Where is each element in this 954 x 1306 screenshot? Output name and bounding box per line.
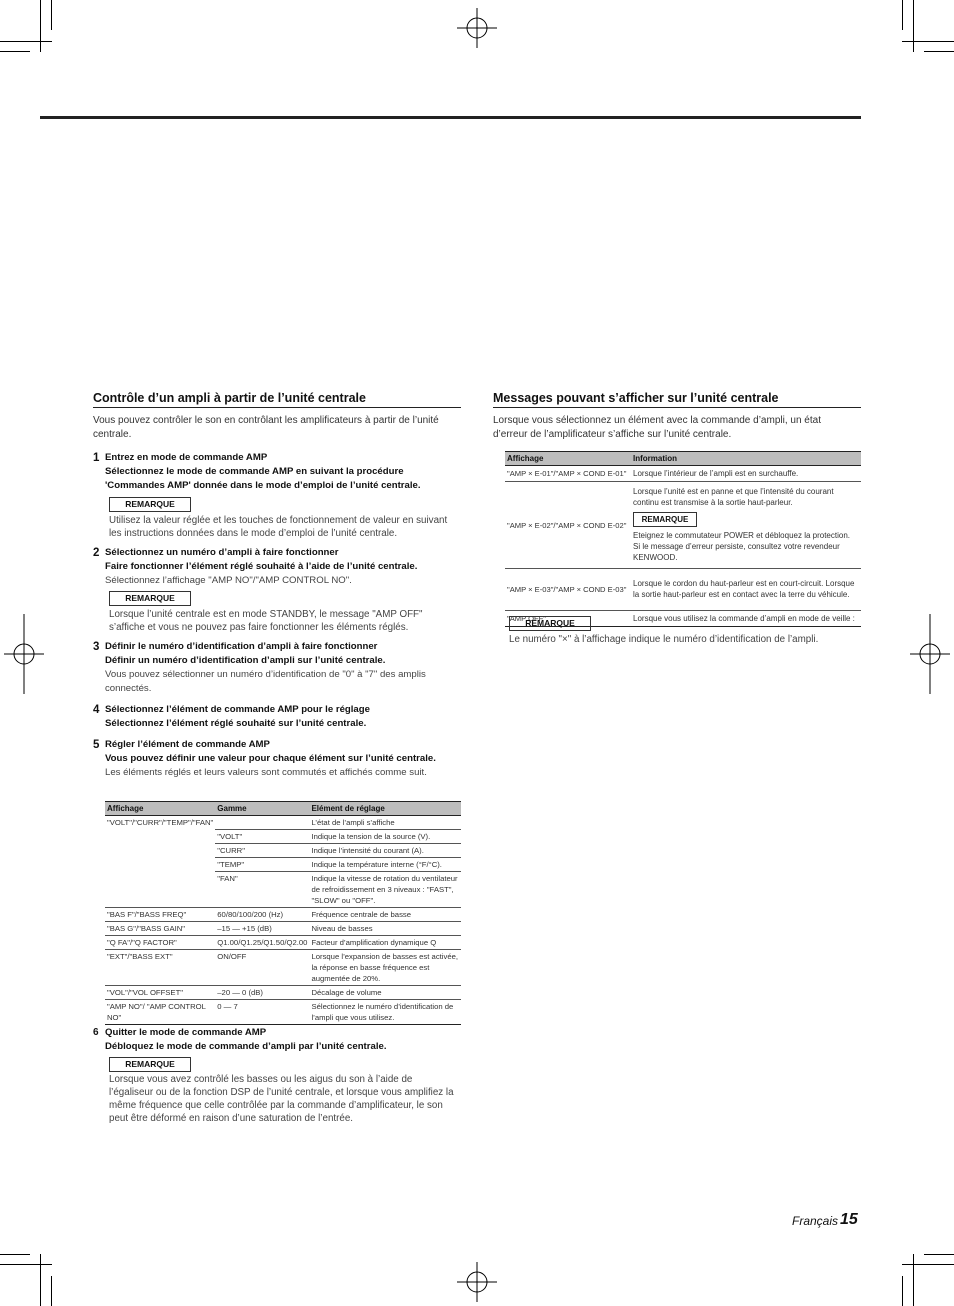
table-row [105, 950, 461, 986]
step-5 [93, 738, 455, 780]
table-cell: "CURR" [215, 844, 309, 858]
table-cell [105, 844, 215, 858]
crop-mark [40, 1254, 41, 1306]
table-row [105, 1000, 461, 1025]
table-cell [631, 482, 861, 569]
step-bold-text: Faire fonctionner l’élément réglé souhaité à l’aide de l’unité centrale. [105, 561, 418, 572]
registration-target-icon [457, 8, 497, 48]
table-cell: Facteur d’amplification dynamique Q [309, 936, 461, 950]
table-row [105, 908, 461, 922]
crop-mark [924, 1254, 954, 1255]
footer-language: Français [792, 1214, 839, 1228]
registration-target-icon [457, 1262, 497, 1302]
table-cell [215, 816, 309, 830]
left-intro: Vous pouvez contrôler le son en contrôlant les amplificateurs à partir de l’unité centrale. [93, 415, 439, 440]
page-number: 15 [840, 1211, 858, 1228]
table-header: Gamme [215, 802, 309, 816]
table-cell: "VOLT" [215, 830, 309, 844]
table-header: Affichage [505, 452, 631, 466]
info-note: Eteignez le commutateur POWER et débloquez la protection. Si le message d’erreur persiste, consultez votre revendeur KENWOOD. [633, 531, 850, 562]
table-cell: "BAS F"/"BASS FREQ" [105, 908, 215, 922]
right-section-title: Messages pouvant s’afficher sur l’unité centrale [493, 391, 861, 408]
table-header: Information [631, 452, 861, 466]
table-cell: "FAN" [215, 872, 309, 908]
table-cell: "AMP × E-03"/"AMP × COND E-03" [505, 569, 631, 611]
table-header: Elément de réglage [309, 802, 461, 816]
table-cell [105, 830, 215, 844]
step-number: 6 [93, 1027, 99, 1038]
right-intro: Lorsque vous sélectionnez un élément avec la commande d’ampli, un état d’erreur de l’amplificateur s’affiche sur l’unité centrale. [493, 415, 821, 440]
table-header-row [105, 802, 461, 816]
table-cell: Indique l’intensité du courant (A). [309, 844, 461, 858]
table-cell: "VOLT"/"CURR"/"TEMP"/"FAN" [107, 818, 214, 827]
table-row [105, 936, 461, 950]
crop-mark [924, 51, 954, 52]
crop-mark [902, 41, 954, 42]
crop-mark [902, 1264, 954, 1265]
step-4 [93, 703, 455, 731]
table-row [505, 482, 861, 569]
step-2 [93, 546, 455, 588]
header-rule [40, 116, 861, 119]
table-cell: "VOL"/"VOL OFFSET" [105, 986, 215, 1000]
crop-mark [913, 1254, 914, 1306]
step-title: Sélectionnez un numéro d’ampli à faire fonctionner [105, 547, 339, 558]
table-cell: Indique la tension de la source (V). [309, 830, 461, 844]
table-row [105, 858, 461, 872]
step-bold-text: Sélectionnez l’élément réglé souhaité sur l’unité centrale. [105, 718, 367, 729]
crop-mark [40, 0, 41, 52]
table-header-row [505, 452, 861, 466]
table-cell: –20 — 0 (dB) [215, 986, 309, 1000]
crop-mark [902, 1276, 903, 1306]
step-number: 4 [93, 704, 100, 716]
table-row [105, 922, 461, 936]
table-row [105, 816, 461, 830]
step-sub-text: Sélectionnez l’affichage "AMP NO"/"AMP CONTROL NO". [105, 575, 352, 586]
remarque-label: REMARQUE [509, 616, 591, 631]
amp-settings-table [105, 801, 461, 1025]
table-cell: ON/OFF [215, 950, 309, 986]
table-cell: "TEMP" [215, 858, 309, 872]
table-cell: Indique la température interne (°F/°C). [309, 858, 461, 872]
table-cell: L’état de l’ampli s’affiche [311, 818, 395, 827]
table-cell: Niveau de basses [309, 922, 461, 936]
table-cell: "AMP × E-01"/"AMP × COND E-01" [507, 469, 627, 478]
crop-mark [913, 0, 914, 52]
table-cell: Lorsque l’expansion de basses est activée, la réponse en basse fréquence est augmentée de 20%. [309, 950, 461, 986]
table-row [105, 830, 461, 844]
info-text: Lorsque l’unité est en panne et que l’intensité du courant continu est transmise à la sortie haut-parleur. [633, 487, 834, 507]
table-cell: "AMP OFF" [505, 611, 631, 627]
table-cell: Sélectionnez le numéro d’identification de l’ampli que vous utilisez. [309, 1000, 461, 1025]
crop-mark [51, 1276, 52, 1306]
step-bold-text: Débloquez le mode de commande d’ampli par l’unité centrale. [105, 1041, 387, 1052]
step-note: Lorsque l’unité centrale est en mode STANDBY, le message "AMP OFF" s’affiche et vous ne pouvez pas faire fonctionner les éléments réglés. [109, 609, 423, 633]
table-cell [105, 858, 215, 872]
table-cell: –15 — +15 (dB) [215, 922, 309, 936]
remarque-label: REMARQUE [109, 1057, 191, 1072]
table-cell: "Q FA"/"Q FACTOR" [105, 936, 215, 950]
step-note: Utilisez la valeur réglée et les touches de fonctionnement de valeur en suivant les instructions données dans le mode d’emploi de l’unité centrale. [109, 515, 448, 539]
step-1 [93, 451, 455, 493]
step-number: 2 [93, 547, 100, 559]
step-sub-text: Vous pouvez sélectionner un numéro d’identification de "0" à "7" des amplis connectés. [105, 669, 426, 694]
crop-mark [0, 1264, 52, 1265]
crop-mark [0, 1254, 30, 1255]
table-cell: Lorsque l’intérieur de l’ampli est en surchauffe. [633, 469, 799, 478]
remarque-label: REMARQUE [109, 497, 191, 512]
left-section-title: Contrôle d’un ampli à partir de l’unité centrale [93, 391, 461, 408]
registration-target-icon [4, 614, 44, 694]
table-cell: Fréquence centrale de basse [309, 908, 461, 922]
table-cell: Q1.00/Q1.25/Q1.50/Q2.00 [215, 936, 309, 950]
remarque-label: REMARQUE [633, 512, 697, 527]
error-messages-table [505, 451, 861, 627]
table-cell: "AMP NO"/ "AMP CONTROL NO" [105, 1000, 215, 1025]
crop-mark [51, 0, 52, 30]
step-6 [93, 1026, 455, 1054]
table-cell: 60/80/100/200 (Hz) [215, 908, 309, 922]
step-title: Entrez en mode de commande AMP [105, 452, 268, 463]
step-bold-text: Vous pouvez définir une valeur pour chaque élément sur l’unité centrale. [105, 753, 436, 764]
table-row [105, 986, 461, 1000]
table-cell: "BAS G"/"BASS GAIN" [105, 922, 215, 936]
crop-mark [0, 41, 52, 42]
table-cell [105, 872, 215, 908]
table-header: Affichage [105, 802, 215, 816]
step-bold-text: Définir un numéro d’identification d’ampli sur l’unité centrale. [105, 655, 386, 666]
table-row [105, 844, 461, 858]
step-sub-text: Les éléments réglés et leurs valeurs sont commutés et affichés comme suit. [105, 767, 427, 778]
step-title: Définir le numéro d’identification d’ampli à faire fonctionner [105, 641, 378, 652]
step-bold-text: Sélectionnez le mode de commande AMP en suivant la procédure 'Commandes AMP' donnée dans le mode d’emploi de l’unité centrale. [105, 466, 421, 491]
step-title: Sélectionnez l’élément de commande AMP pour le réglage [105, 704, 370, 715]
step-number: 1 [93, 452, 100, 464]
table-cell: Indique la vitesse de rotation du ventilateur de refroidissement en 3 niveaux : "FAST", "SLOW" ou "OFF". [309, 872, 461, 908]
crop-mark [902, 0, 903, 30]
table-row [105, 872, 461, 908]
step-3 [93, 640, 455, 696]
table-cell: 0 — 7 [215, 1000, 309, 1025]
table-cell: Décalage de volume [309, 986, 461, 1000]
crop-mark [0, 51, 30, 52]
step-note: Lorsque vous avez contrôlé les basses ou les aigus du son à l’aide de l’égaliseur ou de la fonction DSP de l’unité centrale, et lorsque vous amplifiez la même fréquence que celle contrôlée par la commande d’amplificateur, le son peut être déformé en raison d’une saturation de l’entrée. [109, 1074, 454, 1124]
table-cell: "EXT"/"BASS EXT" [105, 950, 215, 986]
step-number: 3 [93, 641, 100, 653]
right-note: Le numéro "×" à l’affichage indique le numéro d’identification de l’ampli. [509, 634, 819, 645]
table-cell: Lorsque vous utilisez la commande d’ampli en mode de veille : [631, 611, 861, 627]
remarque-label: REMARQUE [109, 591, 191, 606]
table-row [505, 466, 861, 482]
table-cell: Lorsque le cordon du haut-parleur est en court-circuit. Lorsque la sortie haut-parleur est en contact avec la terre du véhicule. [631, 569, 861, 611]
registration-target-icon [910, 614, 950, 694]
step-title: Quitter le mode de commande AMP [105, 1027, 267, 1038]
step-title: Régler l’élément de commande AMP [105, 739, 270, 750]
table-cell: "AMP × E-02"/"AMP × COND E-02" [505, 482, 631, 569]
step-number: 5 [93, 739, 100, 751]
table-row [505, 569, 861, 611]
